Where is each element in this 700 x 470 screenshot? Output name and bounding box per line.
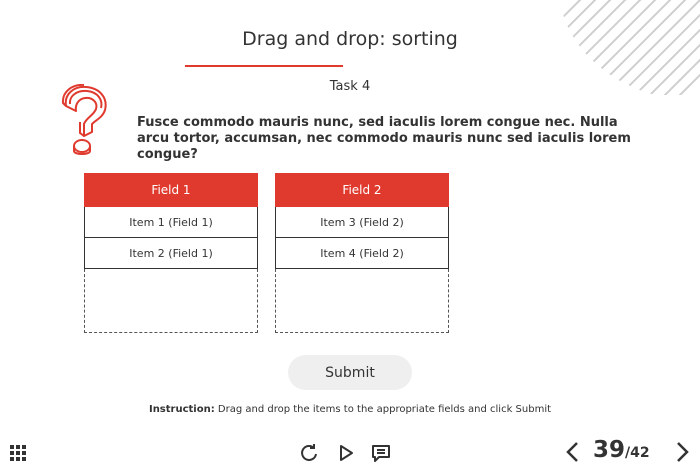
reload-icon[interactable] xyxy=(299,443,319,463)
chevron-right-icon[interactable] xyxy=(672,440,692,464)
instruction-prefix: Instruction: xyxy=(148,404,215,415)
instruction-body: Drag and drop the items to the appropriate fields and click Submit xyxy=(214,404,552,415)
draggable-item[interactable]: Item 4 (Field 2) xyxy=(275,238,449,269)
field-2[interactable] xyxy=(275,173,449,333)
page-total: /42 xyxy=(625,445,650,461)
field-header: Field 1 xyxy=(84,173,258,207)
question-text: Fusce commodo mauris nunc, sed iaculis lorem congue nec. Nulla arcu tortor, accumsan, nec commodo mauris nunc sed iaculis lorem congue? xyxy=(137,115,631,162)
play-icon[interactable] xyxy=(336,443,356,463)
drop-zone[interactable] xyxy=(275,269,449,333)
field-1[interactable] xyxy=(84,173,258,333)
drop-zone[interactable] xyxy=(84,269,258,333)
draggable-item[interactable]: Item 1 (Field 1) xyxy=(84,207,258,238)
page-current: 39 xyxy=(593,437,626,463)
grid-icon[interactable] xyxy=(9,444,27,462)
title-underline xyxy=(185,65,343,67)
draggable-item[interactable]: Item 2 (Field 1) xyxy=(84,238,258,269)
task-label: Task 4 xyxy=(329,79,371,94)
draggable-item[interactable]: Item 3 (Field 2) xyxy=(275,207,449,238)
chat-icon[interactable] xyxy=(371,443,391,463)
chevron-left-icon[interactable] xyxy=(563,440,583,464)
page-title: Drag and drop: sorting xyxy=(242,28,458,50)
field-header: Field 2 xyxy=(275,173,449,207)
instruction-text xyxy=(0,404,700,415)
question-mark-icon xyxy=(60,84,112,158)
submit-button[interactable]: Submit xyxy=(288,355,412,390)
